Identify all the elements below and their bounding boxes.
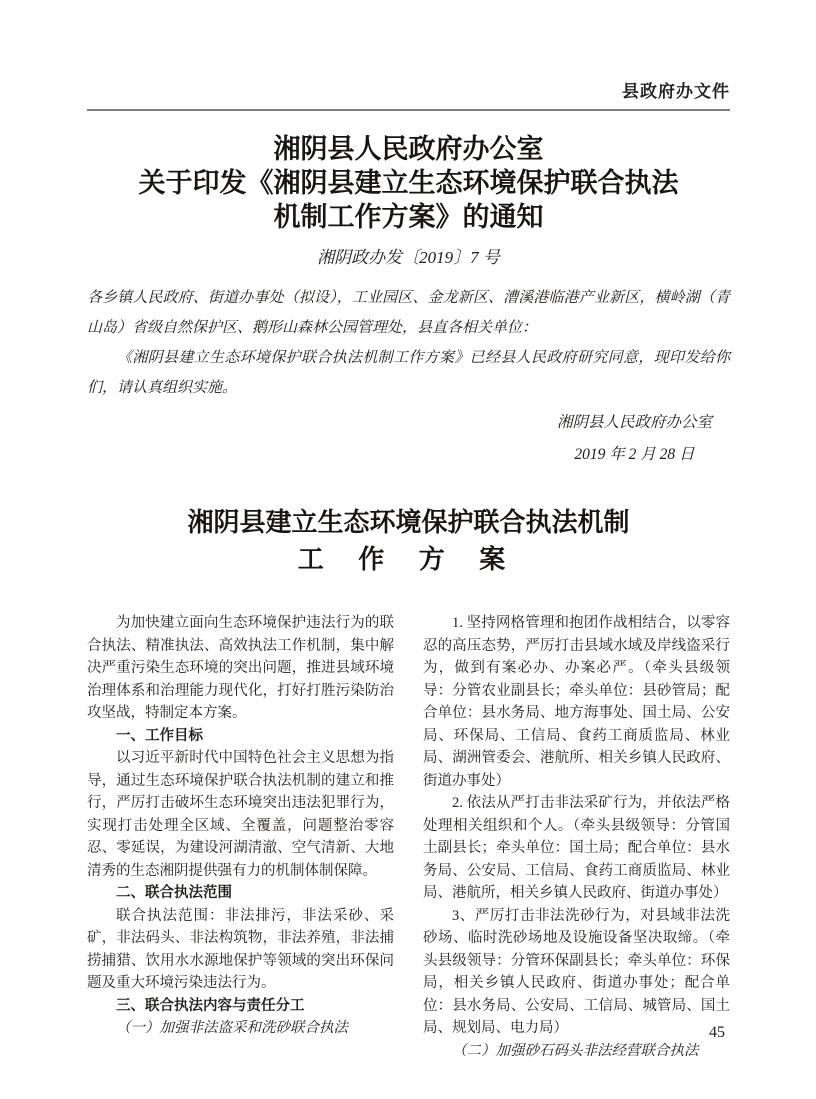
page-number: 45 — [709, 1024, 725, 1041]
plan-item-2: 2. 依法从严打击非法采矿行为，并依法严格处理相关组织和个人。（牵头县级领导：分管国土副县长；牵头单位：国土局；配合单位：县水务局、公安局、工信局、食药工商质监局、林业局、港航所，相关乡镇人民政府、街道办事处） — [423, 795, 730, 901]
signature-name: 湘阴县人民政府办公室 — [556, 414, 712, 431]
plan-intro-paragraph: 为加快建立面向生态环境保护违法行为的联合执法、精准执法、高效执法工作机制，集中解决严重污染生态环境的突出问题，推进县域环境治理体系和治理能力现代化，打好打胜污染防治攻坚战，特制定本方案。 — [87, 615, 394, 721]
right-column — [423, 612, 730, 1062]
notice-recipients: 各乡镇人民政府、街道办事处（拟设），工业园区、金龙新区、漕溪港临港产业新区，横岭湖（青山岛）省级自然保护区、鹅形山森林公园管理处，县直各相关单位： — [87, 290, 730, 336]
left-column — [87, 612, 394, 1062]
notice-title — [87, 132, 730, 234]
plan-item-3: 3、严厉打击非法洗砂行为，对县域非法洗砂场、临时洗砂场地及设施设备坚决取缔。（牵头县级领导：分管环保副县长；牵头单位：环保局，相关乡镇人民政府、街道办事处；配合单位：县水务局、公安局、工信局、城管局、国土局、规划局、电力局） — [423, 907, 730, 1036]
header-rule — [87, 109, 730, 111]
plan-section-1-paragraph: 以习近平新时代中国特色社会主义思想为指导，通过生态环境保护联合执法机制的建立和推行，严厉打击破坏生态环境突出违法犯罪行为，实现打击处理全区域、全覆盖，问题整治零容忍、零延误，为建设河湖清澈、空气清新、大地清秀的生态湘阴提供强有力的机制体制保障。 — [87, 750, 394, 879]
plan-subsection-2-title: （二）加强砂石码头非法经营联合执法 — [452, 1042, 699, 1059]
plan-section-heading-1: 一、工作目标 — [116, 727, 203, 744]
plan-section-heading-3: 三、联合执法内容与责任分工 — [116, 997, 305, 1014]
two-column-body — [87, 612, 730, 1062]
plan-section-heading-2: 二、联合执法范围 — [116, 885, 232, 901]
plan-title-line-2: 工 作 方 案 — [297, 545, 520, 574]
header-label: 县政府办文件 — [622, 82, 730, 101]
page-content — [87, 0, 730, 1062]
page-header — [87, 0, 730, 111]
signature-date: 2019 年 2 月 28 日 — [574, 446, 695, 463]
notice-title-line-1: 湘阴县人民政府办公室 — [273, 134, 544, 164]
notice-title-line-3: 机制工作方案》的通知 — [273, 202, 544, 232]
plan-section-2-paragraph: 联合执法范围：非法排污，非法采砂、采矿，非法码头、非法构筑物，非法养殖，非法捕捞捕猎、饮用水水源地保护等领域的突出环保问题及重大环境污染违法行为。 — [87, 907, 394, 991]
notice-title-line-2: 关于印发《湘阴县建立生态环境保护联合执法 — [138, 168, 679, 198]
plan-title-line-1: 湘阴县建立生态环境保护联合执法机制 — [187, 508, 630, 537]
plan-subsection-1-title: （一）加强非法盗采和洗砂联合执法 — [116, 1020, 348, 1036]
plan-item-1: 1. 坚持网格管理和抱团作战相结合，以零容忍的高压态势，严厉打击县域水域及岸线盗采行为，做到有案必办、办案必严。（牵头县级领导：分管农业副县长；牵头单位：县砂管局；配合单位：县水务局、地方海事处、国土局、公安局、环保局、工信局、食药工商质监局、林业局、湖洲管委会、港航所、相关乡镇人民政府、街道办事处） — [423, 615, 730, 789]
notice-body: 《湘阴县建立生态环境保护联合执法机制工作方案》已经县人民政府研究同意，现印发给你们，请认真组织实施。 — [87, 350, 730, 396]
plan-title — [87, 506, 730, 576]
signature-block — [557, 411, 712, 466]
document-number: 湘阴政办发〔2019〕7 号 — [317, 248, 500, 267]
